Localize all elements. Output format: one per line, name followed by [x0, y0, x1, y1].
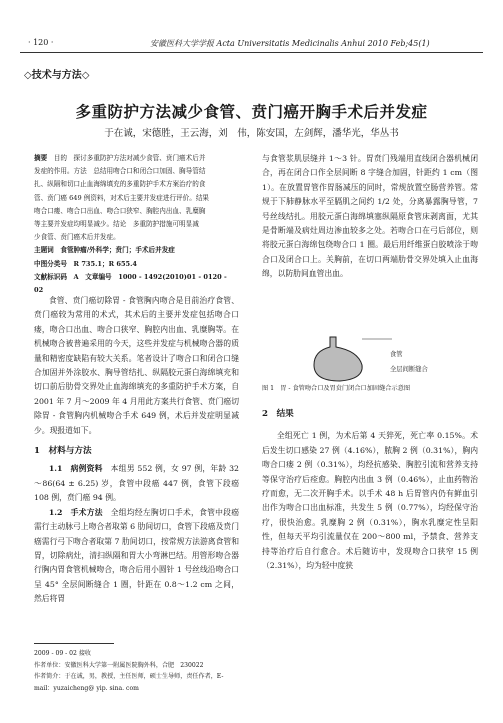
- document-code: 文献标识码 A 文章编号 1000 - 1492(2010)01 - 0120 - 02: [34, 272, 227, 295]
- label-suture: 全层间断缝合: [390, 366, 428, 373]
- abstract-block: [34, 152, 234, 297]
- abstract-line: 扎、纵隔和切口止血海绵填充的多重防护手术方案治疗的食: [34, 180, 206, 189]
- right-column-top: [262, 152, 478, 282]
- paper-title: 多重防护方法减少食管、贲门癌开胸手术后并发症: [75, 102, 428, 121]
- footnote-received: 2009 - 09 - 02 接收: [34, 650, 92, 657]
- results-paragraph: 全组死亡 1 例，为术后第 4 天猝死，死亡率 0.15%。术后发生切口感染 27 例（4.16%），脓胸 2 例（0.31%），胸内吻合口瘘 2 例（0.31%），均经抗感染、胸腔引流和营养支持等保守治疗后痊愈。胸腔内出血 3 例（0.46%），止血药物治疗而愈，无二次开胸手术。以手术 48 h 后胃管内仍有鲜血引出作为吻合口出血标准，共发生 5 例（0.77%），均经保守治疗，很快治愈。乳糜胸 2 例（0.31%），胸水乳糜定性呈阳性，但每天平均引流量仅在 200～800 ml，予禁食、营养支持等治疗后自行愈合。术后随访中，发现吻合口狭窄 15 例（2.31%），均为轻中度狭: [262, 431, 478, 571]
- subsection-heading: 1.2 手术方法: [48, 507, 103, 517]
- footnote-rule: [34, 643, 114, 644]
- method-continued: 与食管浆肌层缝并 1～3 针。胃贲门残端用直线闭合器机械闭合，再在闭合口作全层间断 8 字缝合加固，针距约 1 cm（图 1）。在放置胃管作胃肠减压的同时，常规放置空肠营养管。常规于下肺静脉水平至膈肌之间约 1/2 处，分离暴露胸导管，7 号丝线结扎。用胶元蛋白海绵填塞纵隔原食管床剥离面，尤其是骨断端及病灶周边渗血较多之处。若吻合口在弓后部位，则将胶元蛋白海绵包绕吻合口 1 圈。最后用纤维蛋白胶喷涂于吻合口及闭合口上。关胸前，在切口两端肋骨交界处填入止血海绵，以防肋间血管出血。: [262, 154, 478, 279]
- clc-number: 中图分类号 R 735.1；R 655.4: [34, 259, 138, 268]
- abstract-line: 发症的作用。方法 总结用吻合口和闭合口加固、胸导管结: [34, 167, 206, 176]
- stomach-shape: [314, 337, 362, 381]
- journal-citation: 安徽医科大学学报 Acta Universitatis Medicinalis Anhui 2010 Feb;45(1): [150, 39, 430, 48]
- footnote-unit: 作者单位：安徽医科大学第一附属医院胸外科，合肥 230022: [34, 661, 204, 669]
- label-esophagus: 食管: [390, 351, 403, 358]
- section-label: ◇技术与方法◇: [24, 70, 90, 81]
- keywords: 主题词 食管肿瘤/外科学；贲门；手术后并发症: [34, 246, 175, 255]
- section-heading: 2 结果: [262, 409, 294, 419]
- stomach-schematic: [300, 335, 488, 383]
- section-heading: 1 材料与方法: [34, 446, 92, 457]
- right-column-bottom: [262, 407, 478, 573]
- abstract-line: 吻合口瘘、吻合口出血、吻合口狭窄、胸腔内出血、乳糜胸: [34, 206, 206, 215]
- page-number: · 120 ·: [28, 38, 54, 47]
- author-list: 于在诚，宋德胜，王云海，刘 伟，陈安国，左剑辉，潘华光，华丛书: [104, 128, 399, 139]
- abstract-line: 少食管、贲门癌术后并发症。: [34, 233, 120, 242]
- abstract-line: [34, 152, 234, 165]
- abstract-line: 等主要并发症均明显减少。结论 多重防护措施可明显减: [34, 220, 199, 229]
- intro-paragraph: 食管、贲门癌切除胃 - 食管胸内吻合是目前治疗食管、贲门癌较为常用的术式，其术后的主要并发症包括吻合口瘘，吻合口出血、吻合口狭窄、胸腔内出血、乳糜胸等。在机械吻合被普遍采用的今天，这些并发症与机械吻合器的质量和精密度缺陷有较大关系。笔者设计了吻合口和闭合口缝合加固并外涂胶水、胸导管结扎、纵隔胶元蛋白海绵填充和切口前后肋骨交界处止血海绵填充的多重防护手术方案，自 2001 年 7 月～2009 年 4 月用此方案共行食管、贲门癌切除胃 - 食管胸内机械吻合手术 649 例，术后并发症明显减少。现报道如下。: [34, 296, 239, 435]
- surgery-method-text: 全组均经左胸切口手术，食管中段癌需行主动脉弓上吻合者取第 6 肋间切口，食管下段癌及贲门癌需行弓下吻合者取第 7 肋间切口，按常规方法游离食管和胃，切除病灶，清扫纵隔和胃大小弯淋巴结。用管形吻合器行胸内胃食管机械吻合，吻合后用小圆针 1 号丝线沿吻合口呈 45° 全层间断缝合 1 圈，针距在 0.8～1.2 cm 之间，然后将胃: [34, 507, 239, 604]
- header-rule: [20, 52, 483, 53]
- subsection-heading: 1.1 病例资料: [48, 464, 103, 474]
- left-column: [34, 294, 239, 607]
- abstract-text: 目的 探讨多重防护方法对减少食管、贲门癌术后并: [53, 154, 206, 162]
- case-data-text: 本组男 552 例，女 97 例，年龄 32～86(64 ± 6.25) 岁，食管中段癌 447 例，食管下段癌 108 例，贲门癌 94 例。: [34, 464, 239, 503]
- abstract-label: 摘要: [34, 154, 48, 162]
- abstract-line: 管、贲门癌 649 例资料，对术后主要并发症进行评价。结果: [34, 193, 210, 202]
- running-header: [20, 38, 483, 52]
- footnote-bio: 作者简介：于在诚，男，教授，主任医师，硕士生导师，责任作者，E-mail：yuzaicheng@ yip. sina. com: [34, 673, 224, 692]
- footnote: [34, 648, 239, 694]
- figure-caption: 图 1 胃 - 食管吻合口及胃贲门闭合口加固缝合示意图: [262, 385, 411, 392]
